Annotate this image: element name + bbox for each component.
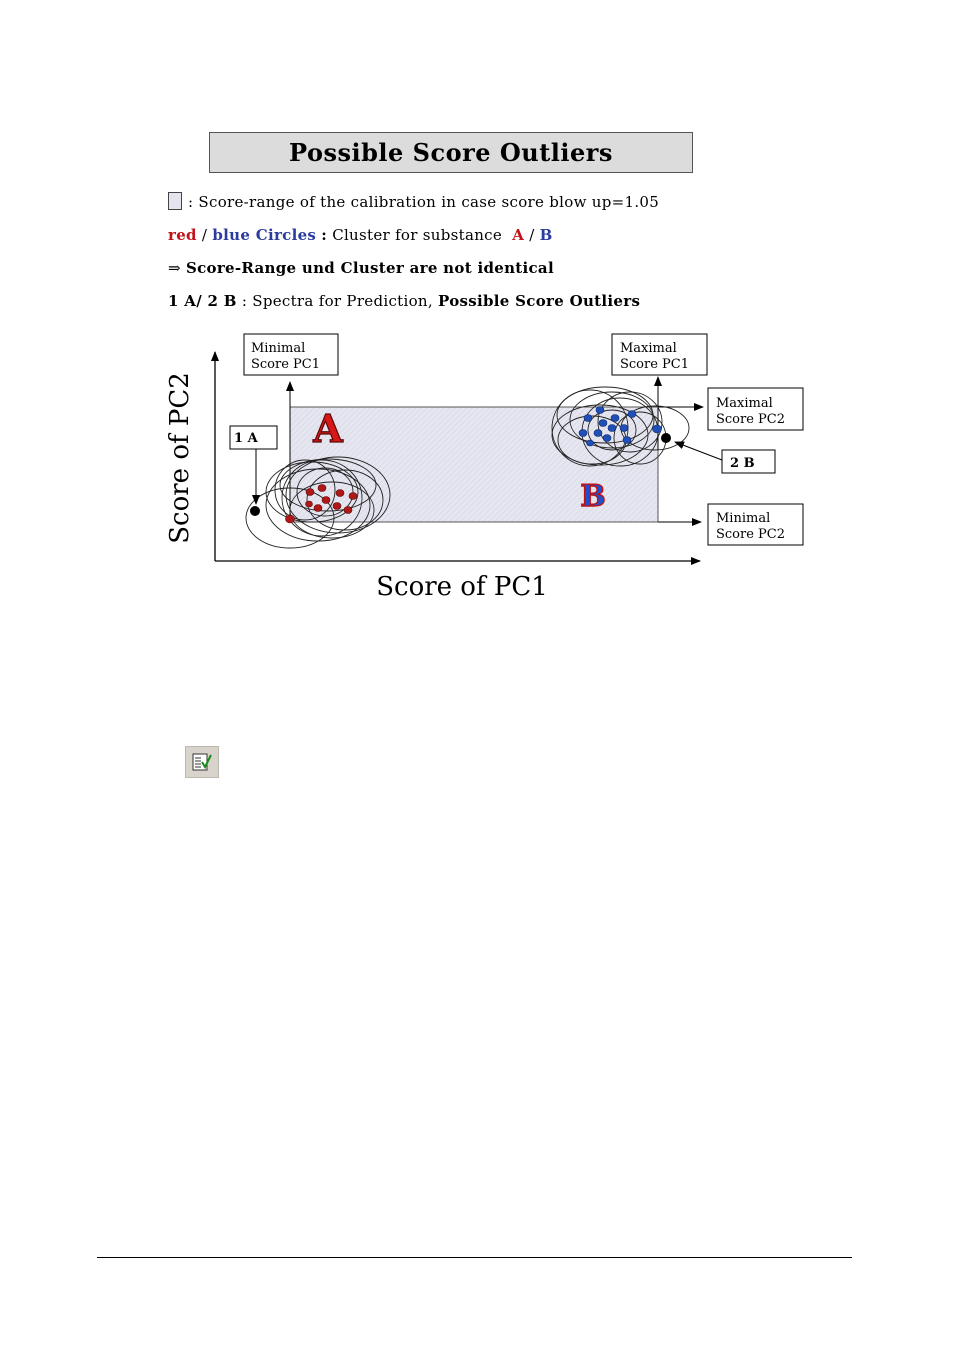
callout-max-pc2-line1: Maximal xyxy=(716,396,773,411)
region-a-label: A xyxy=(313,406,343,451)
legend-prediction xyxy=(168,292,640,310)
legend-slash: / xyxy=(201,226,208,244)
legend-substance-b: B xyxy=(539,226,553,244)
score-range-swatch xyxy=(168,192,182,210)
implies-arrow-icon: ⇒ xyxy=(168,259,181,277)
callout-1a-text: 1 A xyxy=(234,431,258,446)
legend-blue-word: blue Circles xyxy=(212,226,317,244)
callout-2b xyxy=(675,442,775,473)
callout-max-pc2-line2: Score PC2 xyxy=(716,412,786,427)
legend-prediction-text: : Spectra for Prediction, xyxy=(241,292,433,310)
callout-min-pc1-line2: Score PC1 xyxy=(251,357,321,372)
callout-2b-text: 2 B xyxy=(730,456,755,471)
checklist-icon xyxy=(191,752,213,772)
legend-range xyxy=(168,192,659,211)
outlier-2b-point xyxy=(661,433,671,443)
legend-prediction-label: 1 A/ 2 B xyxy=(168,292,237,310)
y-axis-label: Score of PC2 xyxy=(165,372,195,544)
legend-circles-text: Cluster for substance xyxy=(332,226,503,244)
callout-max-pc1-line1: Maximal xyxy=(620,341,677,356)
legend-red-word: red xyxy=(168,226,197,244)
legend-colon: : xyxy=(321,226,328,244)
callout-min-pc2-line1: Minimal xyxy=(716,511,771,526)
callout-max-pc1-line2: Score PC1 xyxy=(620,357,690,372)
legend-conclusion xyxy=(168,259,554,277)
legend-prediction-bold: Possible Score Outliers xyxy=(438,292,641,310)
legend-conclusion-text: Score-Range und Cluster are not identical xyxy=(185,259,554,277)
callout-min-pc1 xyxy=(244,334,338,375)
outlier-1a-point xyxy=(250,506,260,516)
toolbar-button[interactable] xyxy=(185,746,219,778)
footer-rule xyxy=(97,1257,852,1258)
legend-substance-slash: / xyxy=(529,226,535,244)
callout-min-pc1-line1: Minimal xyxy=(251,341,306,356)
legend-substance-a: A xyxy=(512,226,525,244)
callout-min-pc2-line2: Score PC2 xyxy=(716,527,786,542)
diagram-title: Possible Score Outliers xyxy=(209,132,693,173)
callout-max-pc2 xyxy=(708,388,803,430)
region-b-label: B xyxy=(580,479,606,514)
legend-range-text: : Score-range of the calibration in case score blow up=1.05 xyxy=(188,193,660,211)
score-plot-diagram xyxy=(0,320,954,960)
callout-min-pc2 xyxy=(708,504,803,545)
x-axis-label: Score of PC1 xyxy=(376,572,548,602)
callout-max-pc1 xyxy=(612,334,707,375)
legend-circles xyxy=(168,226,553,244)
callout-1a xyxy=(230,426,277,504)
